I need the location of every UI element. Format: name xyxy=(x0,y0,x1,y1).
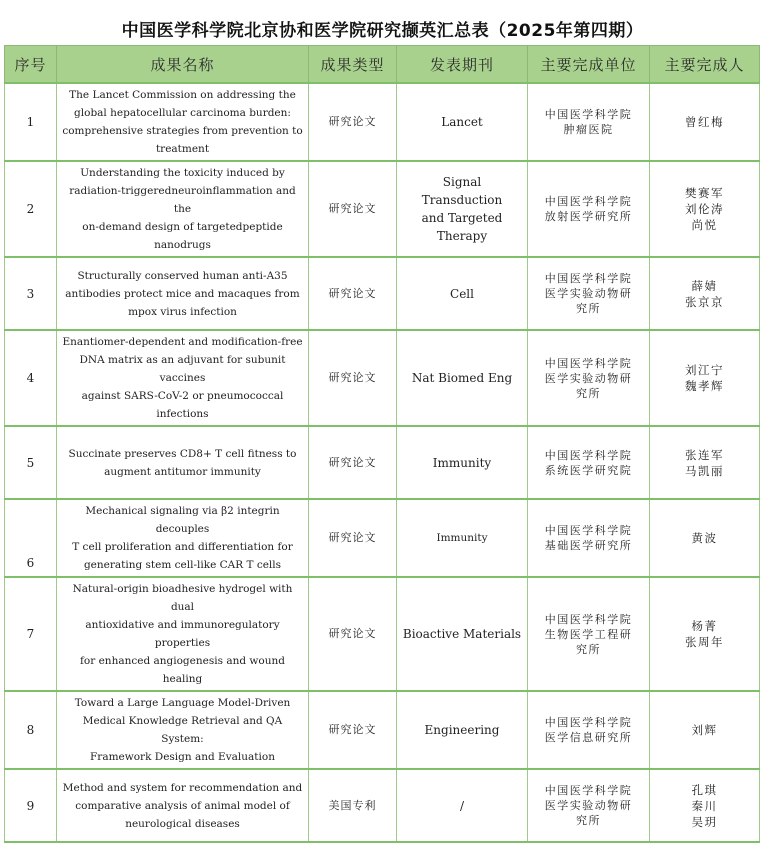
cell-journal xyxy=(397,330,528,426)
cell-unit-line: 中国医学科学院 xyxy=(544,195,633,208)
cell-person-line: 刘伦涛 xyxy=(685,202,724,216)
cell-person-line: 魏孝辉 xyxy=(685,379,724,393)
cell-person-line: 秦川 xyxy=(691,798,718,813)
cell-person-line: 黄波 xyxy=(691,531,718,545)
cell-unit-line: 中国医学科学院 xyxy=(544,716,633,729)
cell-person xyxy=(650,577,760,691)
cell-journal xyxy=(397,769,528,842)
cell-person-line: 马凯丽 xyxy=(685,463,724,478)
cell-unit-line: 究所 xyxy=(576,642,601,656)
table-row xyxy=(5,691,760,769)
header-seq: 序号 xyxy=(5,46,57,84)
cell-person xyxy=(650,769,760,842)
cell-unit xyxy=(528,161,650,257)
cell-name-line: Medical Knowledge Retrieval and QA System: xyxy=(82,715,283,745)
cell-journal xyxy=(397,577,528,691)
cell-unit xyxy=(528,769,650,842)
cell-type: 研究论文 xyxy=(309,330,397,426)
cell-person xyxy=(650,161,760,257)
cell-type: 研究论文 xyxy=(309,161,397,257)
cell-unit-line: 医学实验动物研 xyxy=(544,371,633,385)
cell-person-line: 张周年 xyxy=(685,635,724,649)
cell-name-line: augment antitumor immunity xyxy=(104,465,261,478)
table-row xyxy=(5,426,760,499)
cell-unit-line: 医学实验动物研 xyxy=(544,287,633,300)
cell-name-line: Method and system for recommendation and xyxy=(62,781,303,794)
cell-person xyxy=(650,426,760,499)
cell-unit xyxy=(528,499,650,577)
cell-name-line: antibodies protect mice and macaques from xyxy=(65,287,300,300)
header-unit: 主要完成单位 xyxy=(528,46,650,84)
cell-journal-line: Signal Transduction xyxy=(421,175,503,207)
cell-person xyxy=(650,330,760,426)
cell-name xyxy=(57,577,309,691)
cell-unit-line: 中国医学科学院 xyxy=(544,356,633,370)
cell-person-line: 张连军 xyxy=(685,447,724,462)
cell-unit-line: 医学实验动物研 xyxy=(544,799,633,812)
cell-journal xyxy=(397,499,528,577)
header-journal: 发表期刊 xyxy=(397,46,528,84)
cell-name-line: Natural-origin bioadhesive hydrogel with dual xyxy=(72,583,293,613)
cell-seq: 2 xyxy=(5,161,57,257)
cell-person-line: 杨菁 xyxy=(691,619,718,633)
cell-name-line: Enantiomer-dependent and modification-free xyxy=(62,336,303,348)
cell-journal-line: Therapy xyxy=(436,229,488,243)
cell-person-line: 曾红梅 xyxy=(685,115,724,129)
cell-name xyxy=(57,426,309,499)
cell-person xyxy=(650,83,760,161)
cell-unit-line: 中国医学科学院 xyxy=(544,524,633,537)
cell-name-line: neurological diseases xyxy=(125,817,240,830)
cell-name xyxy=(57,161,309,257)
cell-unit-line: 究所 xyxy=(576,386,601,400)
cell-seq: 1 xyxy=(5,83,57,161)
cell-unit xyxy=(528,691,650,769)
cell-type: 研究论文 xyxy=(309,257,397,330)
cell-name-line: Structurally conserved human anti-A35 xyxy=(77,269,288,282)
header-type: 成果类型 xyxy=(309,46,397,84)
cell-name-line: radiation-triggeredneuroinflammation and the xyxy=(69,185,296,215)
table-row xyxy=(5,161,760,257)
cell-unit-line: 中国医学科学院 xyxy=(544,272,633,285)
cell-name xyxy=(57,257,309,330)
cell-unit-line: 放射医学研究所 xyxy=(544,210,633,223)
cell-journal-line: Immunity xyxy=(436,532,488,544)
cell-journal-line: Nat Biomed Eng xyxy=(411,371,513,385)
cell-name xyxy=(57,83,309,161)
cell-name-line: generating stem cell-like CAR T cells xyxy=(83,559,282,571)
cell-journal-line: and Targeted xyxy=(421,211,503,225)
summary-table xyxy=(4,45,760,843)
header-name: 成果名称 xyxy=(57,46,309,84)
table-row xyxy=(5,769,760,842)
cell-journal xyxy=(397,691,528,769)
cell-name-line: The Lancet Commission on addressing the xyxy=(69,89,296,101)
cell-seq: 3 xyxy=(5,257,57,330)
cell-journal xyxy=(397,426,528,499)
cell-name xyxy=(57,769,309,842)
cell-person-line: 孔琪 xyxy=(691,782,718,797)
cell-type: 研究论文 xyxy=(309,577,397,691)
table-row xyxy=(5,83,760,161)
cell-unit-line: 生物医学工程研 xyxy=(544,627,633,641)
cell-unit-line: 究所 xyxy=(576,814,601,827)
cell-name-line: treatment xyxy=(155,143,210,155)
table-row xyxy=(5,499,760,577)
cell-journal-line: Bioactive Materials xyxy=(402,627,522,641)
cell-person xyxy=(650,257,760,330)
table-row xyxy=(5,257,760,330)
table-row xyxy=(5,330,760,426)
cell-type: 研究论文 xyxy=(309,83,397,161)
cell-journal xyxy=(397,257,528,330)
cell-person xyxy=(650,691,760,769)
cell-name-line: Toward a Large Language Model-Driven xyxy=(74,697,291,709)
cell-name-line: comparative analysis of animal model of xyxy=(75,799,290,812)
cell-seq: 5 xyxy=(5,426,57,499)
cell-unit xyxy=(528,257,650,330)
cell-name-line: Succinate preserves CD8+ T cell fitness to xyxy=(68,447,297,460)
cell-unit xyxy=(528,330,650,426)
cell-person-line: 刘江宁 xyxy=(685,363,724,377)
cell-name-line: DNA matrix as an adjuvant for subunit vaccines xyxy=(79,354,286,384)
cell-unit-line: 医学信息研究所 xyxy=(544,731,633,744)
cell-journal xyxy=(397,83,528,161)
cell-type: 研究论文 xyxy=(309,426,397,499)
cell-seq: 7 xyxy=(5,577,57,691)
header-row xyxy=(5,46,760,84)
cell-person xyxy=(650,499,760,577)
cell-person-line: 张京京 xyxy=(685,294,724,309)
cell-name-line: T cell proliferation and differentiation for xyxy=(72,541,293,553)
cell-unit-line: 肿瘤医院 xyxy=(563,123,614,136)
cell-journal-line: Cell xyxy=(450,286,474,301)
cell-unit-line: 中国医学科学院 xyxy=(544,612,633,626)
cell-name-line: Understanding the toxicity induced by xyxy=(80,167,285,179)
cell-unit-line: 中国医学科学院 xyxy=(544,784,633,797)
cell-person-line: 薛婧 xyxy=(691,278,718,293)
cell-person-line: 吴玥 xyxy=(691,814,718,829)
cell-name-line: on-demand design of targetedpeptide nanodrugs xyxy=(82,221,283,251)
cell-name-line: for enhanced angiogenesis and wound healing xyxy=(80,655,285,685)
cell-type: 美国专利 xyxy=(309,769,397,842)
cell-journal xyxy=(397,161,528,257)
cell-person-line: 尚悦 xyxy=(691,218,718,232)
cell-unit xyxy=(528,426,650,499)
cell-name xyxy=(57,330,309,426)
cell-journal-line: Lancet xyxy=(441,115,483,129)
cell-unit-line: 系统医学研究院 xyxy=(544,463,633,477)
cell-name-line: Mechanical signaling via β2 integrin decouples xyxy=(85,505,280,535)
cell-seq: 9 xyxy=(5,769,57,842)
cell-name-line: comprehensive strategies from prevention to xyxy=(62,125,303,137)
cell-unit xyxy=(528,577,650,691)
cell-seq: 8 xyxy=(5,691,57,769)
cell-name-line: mpox virus infection xyxy=(128,305,237,318)
cell-name-line: Framework Design and Evaluation xyxy=(90,751,275,763)
cell-seq: 6 xyxy=(5,499,57,577)
cell-name-line: antioxidative and immunoregulatory properties xyxy=(85,619,280,649)
cell-journal-line: / xyxy=(459,798,465,813)
cell-unit-line: 中国医学科学院 xyxy=(544,448,633,462)
cell-seq: 4 xyxy=(5,330,57,426)
cell-type: 研究论文 xyxy=(309,499,397,577)
cell-unit xyxy=(528,83,650,161)
cell-name-line: global hepatocellular carcinoma burden: xyxy=(74,107,291,119)
cell-unit-line: 中国医学科学院 xyxy=(544,108,633,121)
cell-name xyxy=(57,691,309,769)
cell-unit-line: 基础医学研究所 xyxy=(544,539,633,552)
cell-name xyxy=(57,499,309,577)
cell-journal-line: Engineering xyxy=(424,723,500,737)
cell-type: 研究论文 xyxy=(309,691,397,769)
header-person: 主要完成人 xyxy=(650,46,760,84)
cell-person-line: 樊赛军 xyxy=(685,186,724,200)
cell-person-line: 刘辉 xyxy=(691,723,718,737)
cell-name-line: infections xyxy=(156,408,209,420)
cell-name-line: against SARS-CoV-2 or pneumococcal xyxy=(81,390,284,402)
cell-unit-line: 究所 xyxy=(576,302,601,315)
table-row xyxy=(5,577,760,691)
page-title: 中国医学科学院北京协和医学院研究撷英汇总表（2025年第四期） xyxy=(121,21,644,41)
cell-journal-line: Immunity xyxy=(432,455,492,470)
